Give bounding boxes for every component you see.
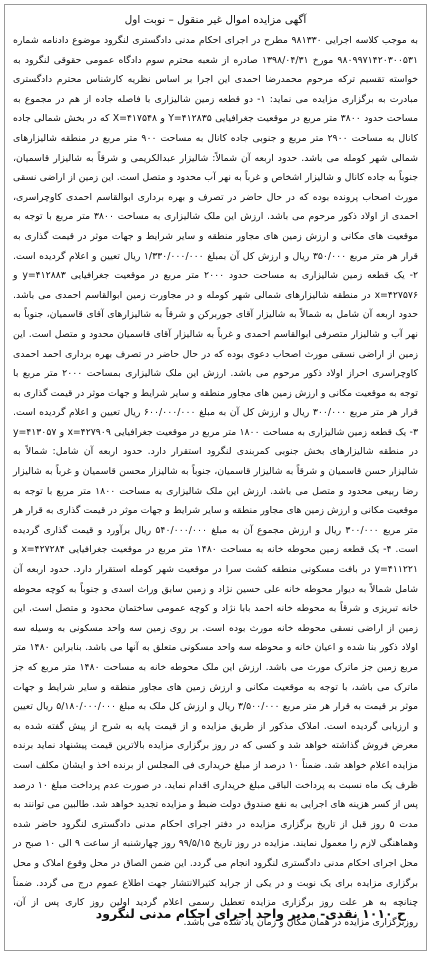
notice-signature: ح ۱۰۱۰ نقدی- مدیر واحد اجرای احکام مدنی لنگرود bbox=[95, 906, 406, 921]
notice-body: به موجب کلاسه اجرایی ۹۸۱۳۳۰ مطرح در اجرای احکام مدنی دادگستری لنگرود موضوع دادنامه شماره ۹۸۰۹۹۷۱۴۲۰۳۰۰۵۳۱ مورخ ۱۳۹۸/۰۴/۳۱ صادره از شعبه محترم سوم دادگاه عمومی حقوقی لنگرود به خواسته تقسیم ترکه مرحوم محمدرضا احمدی این اجرا بر اساس نظریه کارشناس محترم دادگستری مبادرت به برگزاری مزایده می نماید: ۱- دو قطعه زمین شالیزاری با فاصله جاده از هم در مجموع به مساحت حدود ۳۸۰۰ متر مربع در موقعیت جغرافیایی Y=۴۱۲۸۳۵ و X=۴۱۷۵۴۸ که در بخش شمالی جاده کانال به مساحت ۲۹۰۰ متر مربع و جنوبی جاده کانال به مساحت ۹۰۰ متر مربع در منطقه شالیزارهای شمالی شهر کومله می باشد. حدود اربعه آن شمالاً: شالیزار عبدالکریمی و شرقاً به شالیزار قاسمیان، جنوباً به جاده کانال و شالیزار اشخاص و غرباً به نهر آب محدود و متصل است. این زمین از اراضی نسقی مورث اصحاب پرونده بوده که در حال حاضر در تصرف و بهره برداری ابوالقاسم احمدی کاوچراسری، احمدی از اولاد ذکور مرحوم می باشد. ارزش این ملک شالیزاری به مساحت ۳۸۰۰ متر مربع با توجه به موقعیت های مکانی و ارزش زمین های مجاور منطقه و سایر شرایط و جهات موثر در قیمت گذاری به قرار هر متر مربع ۳۵۰/۰۰۰ ریال و ارزش کل آن بمبلغ ۱/۳۳۰/۰۰۰/۰۰۰ ریال تعیین و اعلام گردیده است. ۲- یک قطعه زمین شالیزاری به مساحت حدود ۲۰۰۰ متر مربع در موقعیت جغرافیایی y=۴۱۲۸۸۳ و x=۴۲۷۵۷۶ در منطقه شالیزارهای شمالی شهر کومله و در مجاورت زمین ابوالقاسم احمدی می باشد. حدود اربعه آن شامل به شمالاً به شالیزار آقای جوربرکن و شرقاً به شالیزارهای آقای قاسمیان، جنوباً به نهر آب و شالیزار متصرفی ابوالقاسم احمدی و غرباً به شالیزار آقای قاسمیان محدود و متصل است. این زمین از اراضی نسقی مورث اصحاب دعوی بوده که در حال حاضر در تصرف بهره برداری احمد احمدی کاوچراسری احراز اولاد ذکور مرحوم می باشد. ارزش این ملک شالیزاری بمساحت ۲۰۰۰ متر مربع با توجه به موقعیت مکانی و ارزش زمین های مجاور منطقه و سایر شرایط و جهات موثر در قیمت گذاری به قرار هر متر مربع ۳۰۰/۰۰۰ ریال و ارزش کل آن به مبلغ ۶۰۰/۰۰۰/۰۰۰ ریال تعیین و اعلام گردیده است. ۳- یک قطعه زمین شالیزاری به مساحت ۱۸۰۰ متر مربع در موقعیت جغرافیایی x=۴۲۷۹۰۹ و y=۴۱۳۰۵۷ در منطقه شالیزارهای بخش جنوبی کمربندی لنگرود استقرار دارد. حدود اربعه آن شامل: شمالاً به شالیزار حسن قاسمیان و شرقاً به شالیزار قاسمیان، جنوباً به شالیزار محسن قاسمیان و غرباً به شالیزار رضا ربیعی محدود و متصل می باشد. ارزش این ملک شالیزاری به مساحت ۱۸۰۰ متر مربع با توجه به موقعیت مکانی و ارزش زمین های مجاور منطقه و سایر شرایط و جهات موثر در قیمت گذاری به قرار هر متر مربع ۳۰۰/۰۰۰ ریال و ارزش مجموع آن به مبلغ ۵۴۰/۰۰۰/۰۰۰ ریال برآورد و قیمت گذاری گردیده است. ۴- یک قطعه زمین محوطه خانه به مساحت ۱۴۸۰ متر مربع در موقعیت جغرافیایی x=۴۲۷۲۸۴ و y=۴۱۱۲۲۱ در بافت مسکونی منطقه کشت سرا در موقعیت شهر کومله استقرار دارد. حدود اربعه آن شامل شمالاً به دیوار محوطه خانه علی حسین نژاد و زمین سابق وراث اسدی و جنوباً به کوچه محوطه خانه تبریزی و شرقاً به محوطه خانه احمد بابا نژاد و کوچه عمومی ساختمان محدود و متصل است. این زمین از اراضی نسقی محوطه خانه مورث بوده است. بر روی زمین سه واحد مسکونی به وسیله سه اولاد ذکور بنا شده و اعیان خانه و محوطه سه واحد مسکونی متعلق به آنها می باشد. بنابراین ۱۴۸۰ متر مربع زمین جز ماترک مورث می باشد. ارزش این ملک محوطه خانه به مساحت ۱۴۸۰ متر مربع که جز ماترک می باشد، با توجه به موقعیت مکانی و ارزش زمین های مجاور منطقه و سایر شرایط و جهات موثر بر قیمت به قرار هر متر مربع ۳/۵۰۰/۰۰۰ ریال و ارزش کل ملک به مبلغ ۵/۱۸۰/۰۰۰/۰۰۰ ریال تعیین و ارزیابی گردیده است. املاک مذکور از طریق مزایده و از قیمت پایه به شرح از پیش گفته شده به معرض فروش گذاشته خواهد شد و کسی که در روز برگزاری مزایده بالاترین قیمت پیشنهاد نماید برنده مزایده اعلام خواهد شد. ضمناً ۱۰ درصد از مبلغ خریداری فی المجلس از برنده اخذ و ایشان مکلف است ظرف یک ماه نسبت به پرداخت الباقی مبلغ خریداری اقدام نماید. در صورت عدم پرداخت مبلغ ۱۰ درصد پس از کسر هزینه های اجرایی به نفع صندوق دولت ضبط و مزایده تجدید خواهد شد. طالبین می توانند به مدت ۵ روز قبل از تاریخ برگزاری مزایده در دفتر اجرای احکام مدنی دادگستری لنگرود حاضر شده وهماهنگی لازم را معمول نمایند. مزایده در روز تاریخ ۹۹/۵/۱۵ روز چهارشنبه از ساعت ۹ الی ۱۰ صبح در محل اجرای احکام مدنی دادگستری لنگرود انجام می گردد. این ضمن الصاق در محل وقوع املاک و محل برگزاری مزایده برای یک نوبت و در یکی از جراید کثیرالانتشار جهت اطلاع عموم درج می گردد. ضمناً چنانچه به هر علت روز برگزاری مزایده تعطیل رسمی اعلام گردید اولین روز کاری پس از آن، روزبرگزاری مزایده در همان مکان و زمان یاد شده می باشد. bbox=[13, 35, 419, 928]
notice-title: آگهی مزایده اموال غیر منقول – نوبت اول bbox=[124, 14, 307, 26]
notice-frame bbox=[4, 4, 427, 951]
